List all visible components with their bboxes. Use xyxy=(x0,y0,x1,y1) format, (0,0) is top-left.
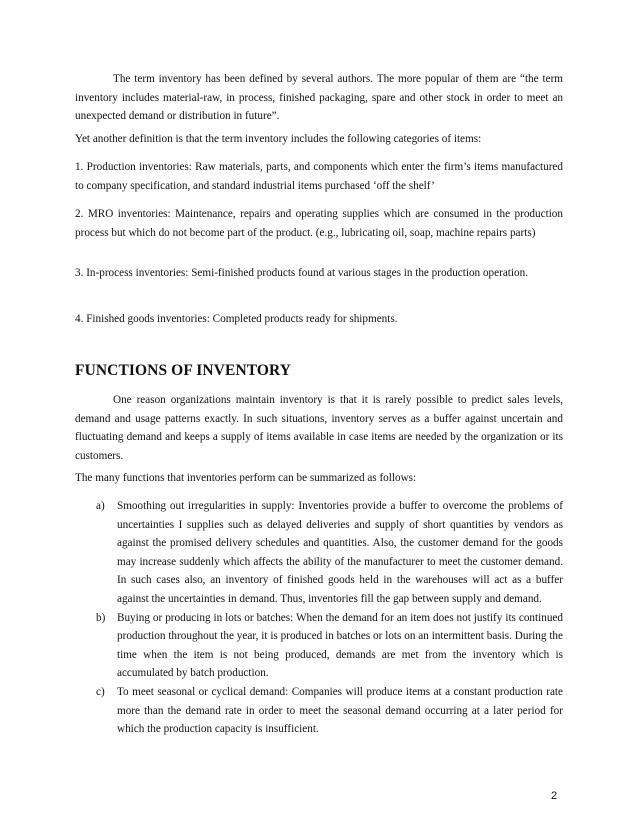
in-process-inventories-paragraph: 3. In-process inventories: Semi-finished products found at various stages in the production operation. xyxy=(75,267,528,279)
finished-goods-paragraph: 4. Finished goods inventories: Completed products ready for shipments. xyxy=(75,313,398,325)
mro-inventories-paragraph: 2. MRO inventories: Maintenance, repairs and operating supplies which are consumed in the production process but which do not become part of the product. (e.g., lubricating oil, soap, machine repairs parts) xyxy=(75,208,563,239)
list-item xyxy=(75,609,563,683)
section-heading: FUNCTIONS OF INVENTORY xyxy=(75,362,292,379)
list-item-marker: c) xyxy=(96,685,105,698)
list-item-text: To meet seasonal or cyclical demand: Companies will produce items at a constant production rate more than the demand rate in order to meet the seasonal demand occurring at a later period for which the production capacity is insufficient. xyxy=(117,685,563,736)
functions-intro-paragraph: One reason organizations maintain inventory is that it is rarely possible to predict sales levels, demand and usage patterns exactly. In such situations, inventory serves as a buffer against uncertain and fluctuating demand and keeps a supply of items available in case items are needed by the organization or its customers. xyxy=(75,394,563,462)
page-number: 2 xyxy=(551,790,558,802)
categories-intro-paragraph: Yet another definition is that the term inventory includes the following categories of items: xyxy=(75,133,482,145)
functions-list xyxy=(75,497,563,739)
production-inventories-paragraph: 1. Production inventories: Raw materials, parts, and components which enter the firm’s items manufactured to company specification, and standard industrial items purchased ‘off the shelf’ xyxy=(75,161,563,192)
list-item xyxy=(75,497,563,609)
list-item xyxy=(75,683,563,739)
definition-paragraph: The term inventory has been defined by several authors. The more popular of them are “the term inventory includes material-raw, in process, finished packaging, spare and other stock in order to meet an unexpected demand or distribution in future”. xyxy=(75,73,563,123)
list-item-marker: b) xyxy=(96,611,106,624)
list-item-text: Smoothing out irregularities in supply: Inventories provide a buffer to overcome the problems of uncertainties I supplies such as delayed deliveries and supply of short quantities by vendors as against the promised delivery schedules and quantities. Also, the customer demand for the goods may increase suddenly which affects the ability of the manufacturer to meet the customer demand. In such cases also, an inventory of finished goods held in the warehouses will act as a buffer against the uncertainties in demand. Thus, inventories fill the gap between supply and demand. xyxy=(117,500,563,605)
functions-lead-paragraph: The many functions that inventories perform can be summarized as follows: xyxy=(75,472,417,484)
list-item-marker: a) xyxy=(96,500,105,512)
list-item-text: Buying or producing in lots or batches: When the demand for an item does not justify its continued production throughout the year, it is produced in batches or lots on an intermittent basis. During the time when the item is not being produced, demands are met from the inventory which is accumulated by batch production. xyxy=(117,611,563,680)
